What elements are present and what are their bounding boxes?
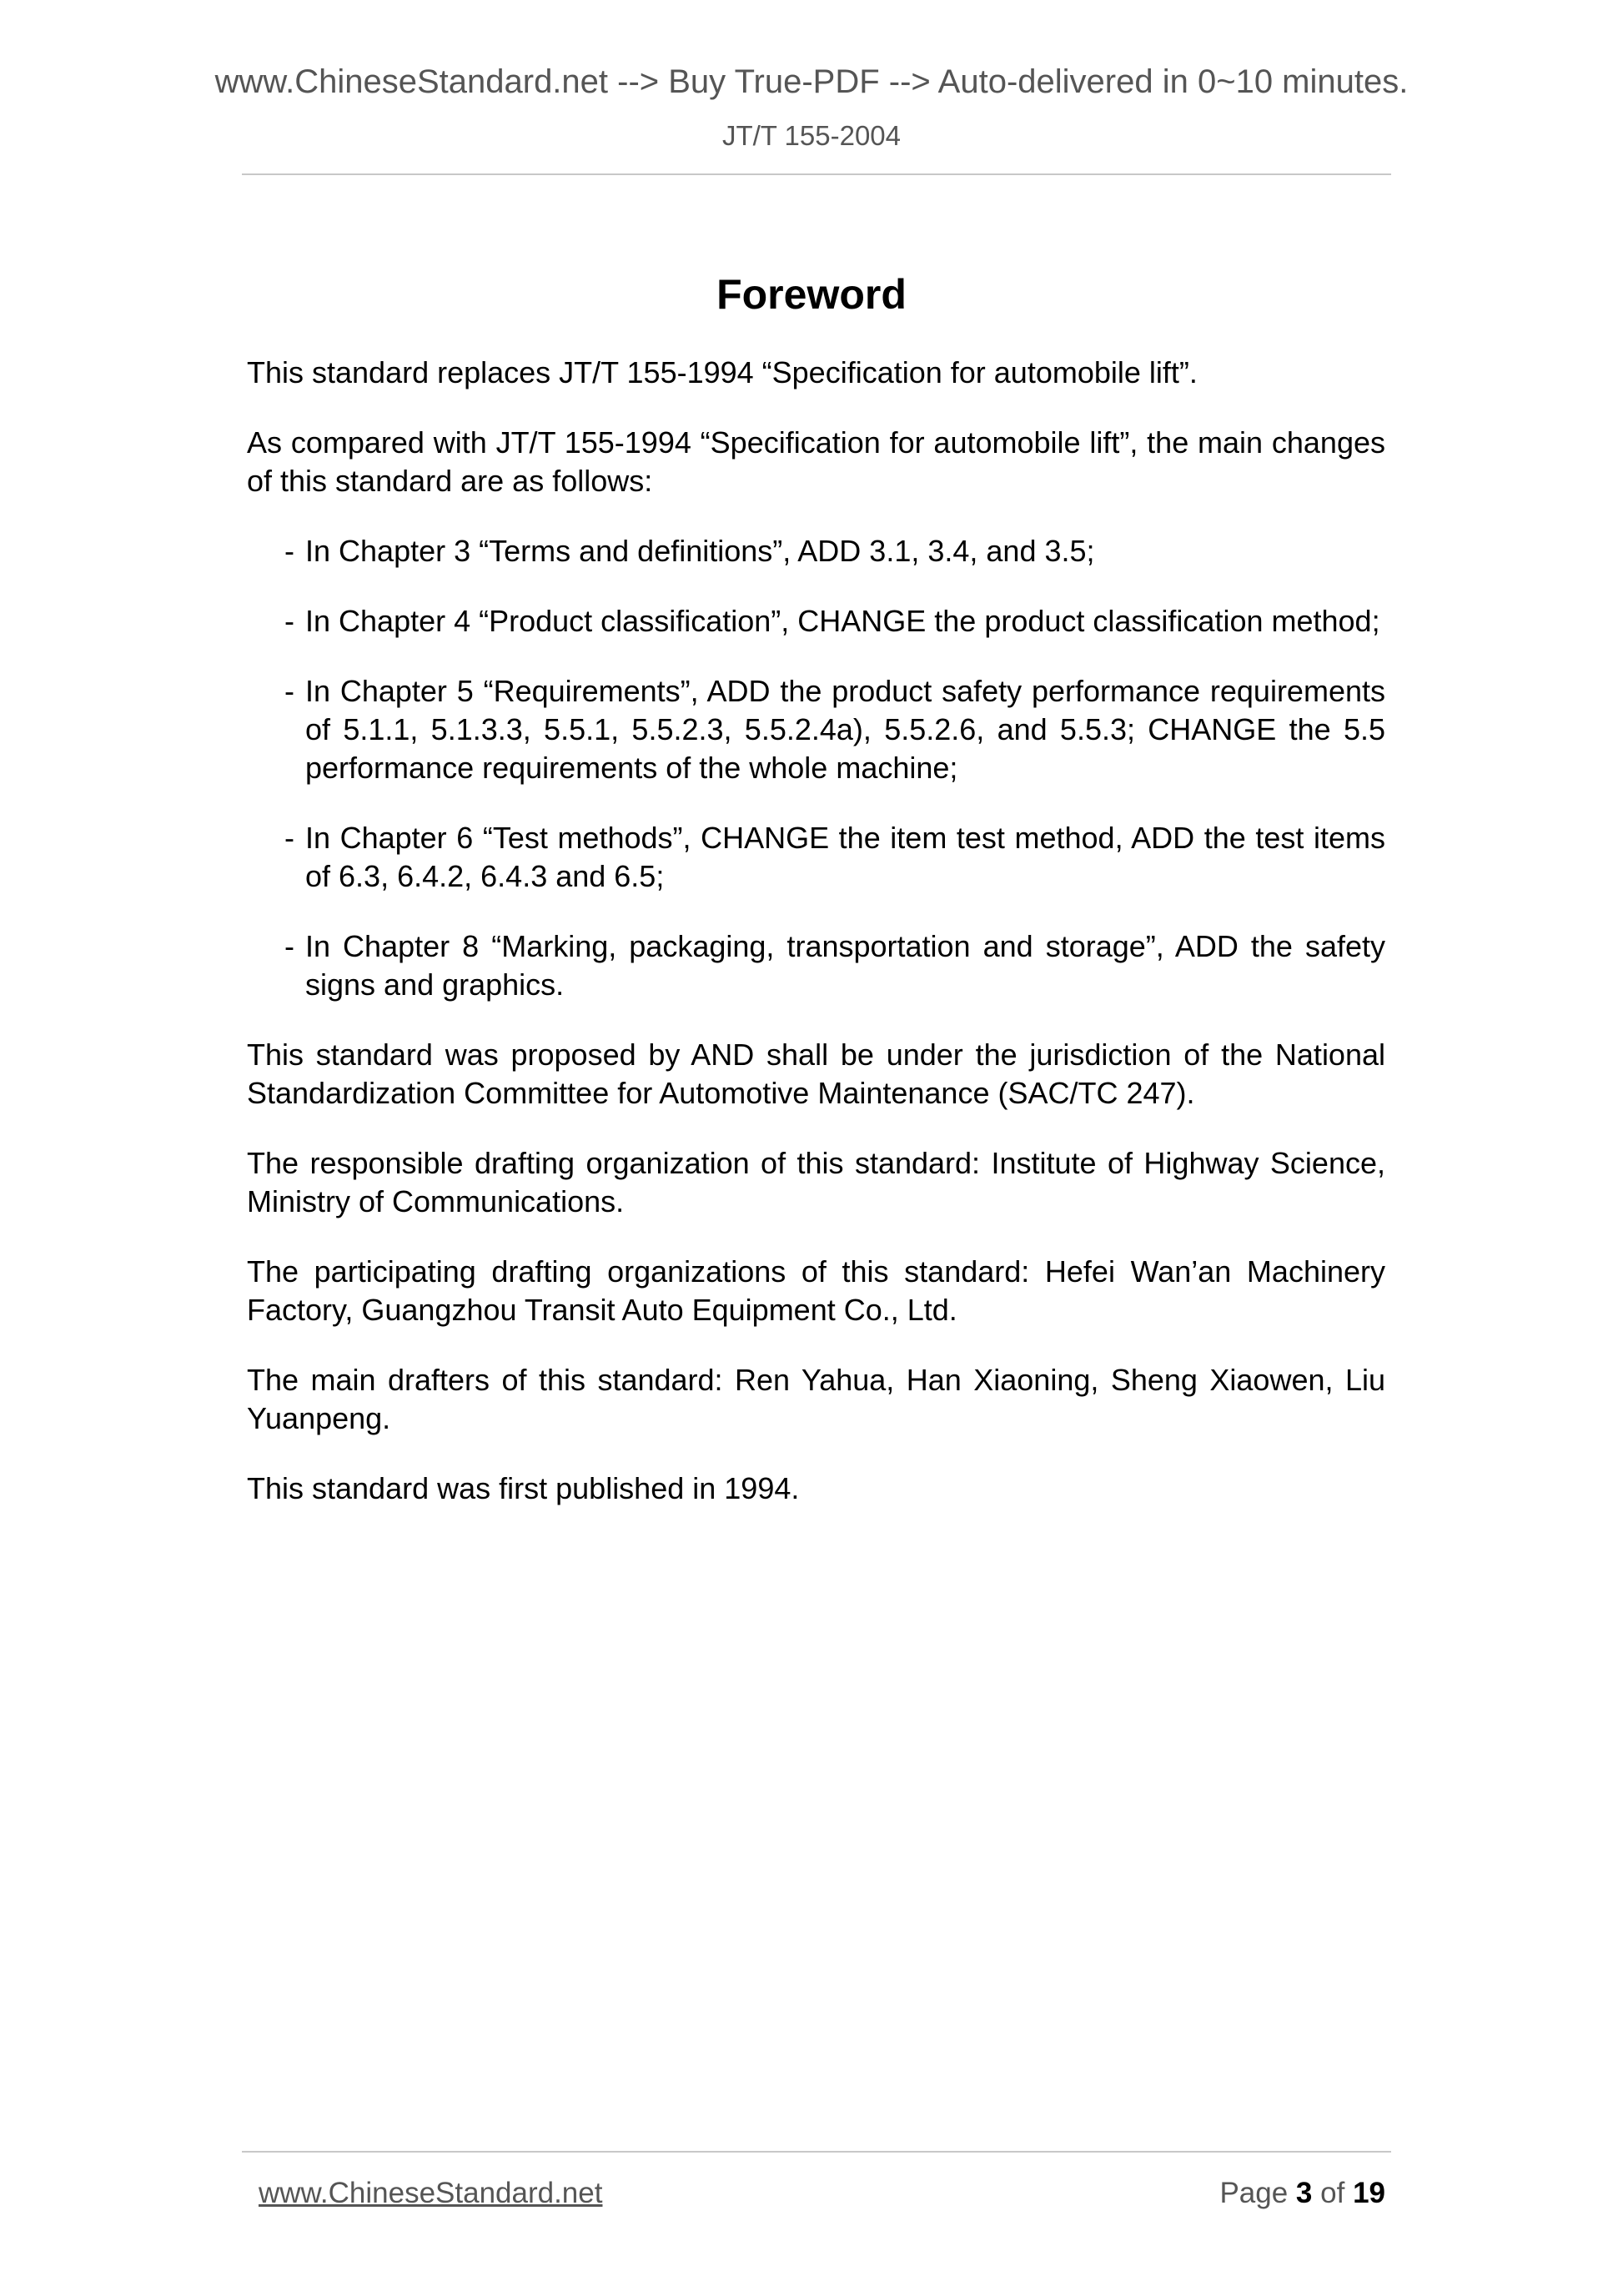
footer-website-link[interactable]: www.ChineseStandard.net [259,2177,603,2209]
footer-divider [242,2151,1391,2153]
header-divider [242,173,1391,175]
list-item [247,819,1385,896]
list-dash: - [284,534,294,568]
page-current: 3 [1295,2177,1313,2209]
foreword-body [247,354,1385,1540]
page-number [1219,2178,1385,2208]
list-item-text: In Chapter 8 “Marking, packaging, transportation and storage”, ADD the safety signs and graphics. [305,929,1385,1002]
changes-list [247,532,1385,1004]
paragraph-changes-intro: As compared with JT/T 155-1994 “Specification for automobile lift”, the main changes of this standard are as follows: [247,425,1385,498]
paragraph-replaces: This standard replaces JT/T 155-1994 “Specification for automobile lift”. [247,355,1198,389]
list-dash: - [284,674,294,708]
page-word: Page [1219,2177,1289,2209]
paragraph-responsible-org: The responsible drafting organization of this standard: Institute of Highway Science, Ministry of Communications. [247,1146,1385,1218]
list-item-text: In Chapter 4 “Product classification”, CHANGE the product classification method; [305,604,1380,638]
paragraph-proposed-by: This standard was proposed by AND shall be under the jurisdiction of the National Standardization Committee for Automotive Maintenance (SAC/TC 247). [247,1037,1385,1110]
list-item [247,672,1385,787]
list-item-text: In Chapter 5 “Requirements”, ADD the product safety performance requirements of 5.1.1, 5.1.3.3, 5.5.1, 5.5.2.3, 5.5.2.4a), 5.5.2.6, and 5.5.3; CHANGE the 5.5 performance requirements of the whole machine; [305,674,1385,785]
list-dash: - [284,929,294,963]
list-item [247,602,1385,641]
document-code: JT/T 155-2004 [721,120,902,151]
paragraph-participating-orgs: The participating drafting organizations of this standard: Hefei Wan’an Machinery Factory, Guangzhou Transit Auto Equipment Co., Ltd. [247,1254,1385,1327]
list-dash: - [284,604,294,638]
paragraph-main-drafters: The main drafters of this standard: Ren Yahua, Han Xiaoning, Sheng Xiaowen, Liu Yuanpeng. [247,1363,1385,1435]
header-banner: www.ChineseStandard.net --> Buy True-PDF --> Auto-delivered in 0~10 minutes. [214,63,1409,100]
page-of: of [1320,2177,1345,2209]
list-item-text: In Chapter 6 “Test methods”, CHANGE the item test method, ADD the test items of 6.3, 6.4.2, 6.4.3 and 6.5; [305,821,1385,893]
page-title: Foreword [716,271,907,318]
list-item [247,532,1385,570]
paragraph-first-published: This standard was first published in 1994. [247,1471,800,1505]
list-item-text: In Chapter 3 “Terms and definitions”, ADD 3.1, 3.4, and 3.5; [305,534,1095,568]
page-total: 19 [1353,2177,1385,2209]
list-item [247,927,1385,1004]
list-dash: - [284,821,294,855]
